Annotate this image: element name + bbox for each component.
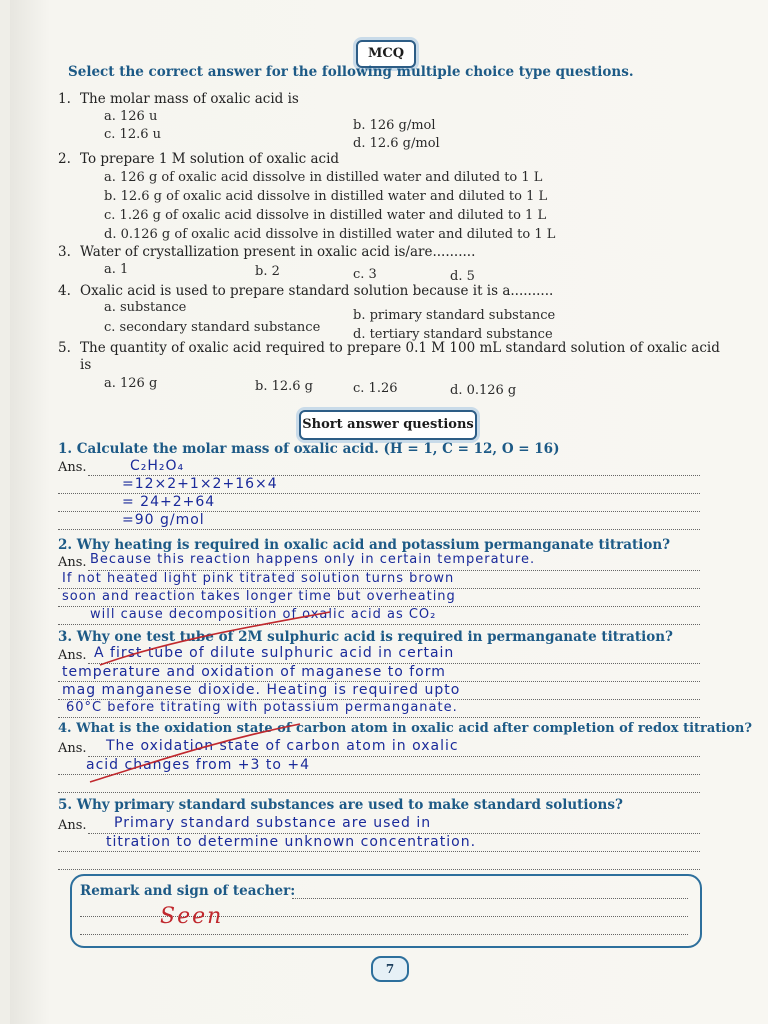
sa-3-ans-label: Ans. (58, 648, 87, 663)
sa-2-question: 2. Why heating is required in oxalic acid and potassium permanganate titration? (58, 537, 671, 553)
mcq-4-option-b: b. primary standard substance (353, 308, 556, 323)
mcq-1-number: 1. (58, 91, 71, 107)
mcq-5-option-b: b. 12.6 g (255, 379, 313, 394)
mcq-5-number: 5. (58, 340, 71, 356)
sa-2-answer-line-1: Because this reaction happens only in certain temperature. (90, 552, 536, 567)
mcq-4-option-d: d. tertiary standard substance (353, 327, 553, 342)
mcq-5-option-d: d. 0.126 g (450, 383, 517, 398)
page-number: 7 (371, 956, 409, 982)
sa-3-answer-line-1: A first tube of dilute sulphuric acid in certain (94, 645, 455, 661)
mcq-1-option-c: c. 12.6 u (104, 127, 161, 142)
mcq-4-option-a: a. substance (104, 300, 187, 315)
sa-5-ans-label: Ans. (58, 818, 87, 833)
sa-4-question: 4. What is the oxidation state of carbon atom in oxalic acid after completion of redox titration? (58, 721, 752, 736)
mcq-3-question: Water of crystallization present in oxalic acid is/are.......... (80, 244, 476, 260)
mcq-1-option-d: d. 12.6 g/mol (353, 136, 440, 151)
sa-4-answer-line-1: The oxidation state of carbon atom in oxalic (106, 738, 459, 754)
mcq-2-number: 2. (58, 151, 71, 167)
mcq-4-number: 4. (58, 283, 71, 299)
sa-2-answer-line-2: If not heated light pink titrated solution turns brown (62, 571, 455, 586)
mcq-3-number: 3. (58, 244, 71, 260)
sa-3-question: 3. Why one test tube of 2M sulphuric acid is required in permanganate titration? (58, 629, 673, 645)
sa-4-ans-label: Ans. (58, 741, 87, 756)
sa-1-answer-line-4: =90 g/mol (122, 512, 205, 528)
sa-1-answer-line-3: = 24+2+64 (122, 494, 216, 510)
sa-5-question: 5. Why primary standard substances are used to make standard solutions? (58, 797, 623, 813)
mcq-4-option-c: c. secondary standard substance (104, 320, 321, 335)
mcq-5-question: The quantity of oxalic acid required to prepare 0.1 M 100 mL standard solution of oxalic acid (80, 340, 720, 356)
mcq-2-option-b: b. 12.6 g of oxalic acid dissolve in distilled water and diluted to 1 L (104, 189, 548, 204)
mcq-5-question-cont: is (80, 357, 92, 373)
mcq-3-option-c: c. 3 (353, 267, 377, 282)
mcq-2-option-d: d. 0.126 g of oxalic acid dissolve in distilled water and diluted to 1 L (104, 227, 556, 242)
sa-1-ans-label: Ans. (58, 460, 87, 475)
mcq-instruction: Select the correct answer for the following multiple choice type questions. (68, 64, 634, 80)
teacher-signature: Seen (160, 904, 224, 929)
mcq-heading: MCQ (356, 40, 416, 68)
sa-3-answer-line-2: temperature and oxidation of maganese to form (62, 664, 446, 680)
mcq-5-option-a: a. 126 g (104, 376, 158, 391)
mcq-3-option-b: b. 2 (255, 264, 280, 279)
sa-4-answer-line-2: acid changes from +3 to +4 (86, 757, 311, 773)
short-answer-heading: Short answer questions (299, 410, 477, 440)
sa-3-answer-line-3: mag manganese dioxide. Heating is required upto (62, 682, 461, 698)
sa-5-answer-line-1: Primary standard substance are used in (114, 815, 432, 831)
mcq-1-option-a: a. 126 u (104, 109, 158, 124)
mcq-1-option-b: b. 126 g/mol (353, 118, 436, 133)
sa-2-ans-label: Ans. (58, 555, 87, 570)
remark-label: Remark and sign of teacher: (80, 883, 296, 899)
mcq-3-option-d: d. 5 (450, 269, 475, 284)
mcq-2-option-c: c. 1.26 g of oxalic acid dissolve in distilled water and diluted to 1 L (104, 208, 547, 223)
sa-3-answer-line-4: 60°C before titrating with potassium permanganate. (66, 700, 458, 715)
sa-2-answer-line-4: will cause decomposition of oxalic acid as CO₂ (90, 607, 437, 622)
sa-5-answer-line-2: titration to determine unknown concentration. (106, 834, 477, 850)
mcq-5-option-c: c. 1.26 (353, 381, 398, 396)
mcq-2-option-a: a. 126 g of oxalic acid dissolve in distilled water and diluted to 1 L (104, 170, 543, 185)
sa-1-answer-line-1: C₂H₂O₄ (130, 458, 185, 474)
mcq-1-question: The molar mass of oxalic acid is (80, 91, 299, 107)
mcq-2-question: To prepare 1 M solution of oxalic acid (80, 151, 340, 167)
sa-2-answer-line-3: soon and reaction takes longer time but overheating (62, 589, 456, 604)
workbook-page (10, 0, 768, 1024)
sa-1-answer-line-2: =12×2+1×2+16×4 (122, 476, 278, 492)
mcq-4-question: Oxalic acid is used to prepare standard solution because it is a.......... (80, 283, 554, 299)
sa-1-question: 1. Calculate the molar mass of oxalic acid. (H = 1, C = 12, O = 16) (58, 441, 560, 457)
mcq-3-option-a: a. 1 (104, 262, 129, 277)
teacher-red-marks (10, 0, 768, 1024)
